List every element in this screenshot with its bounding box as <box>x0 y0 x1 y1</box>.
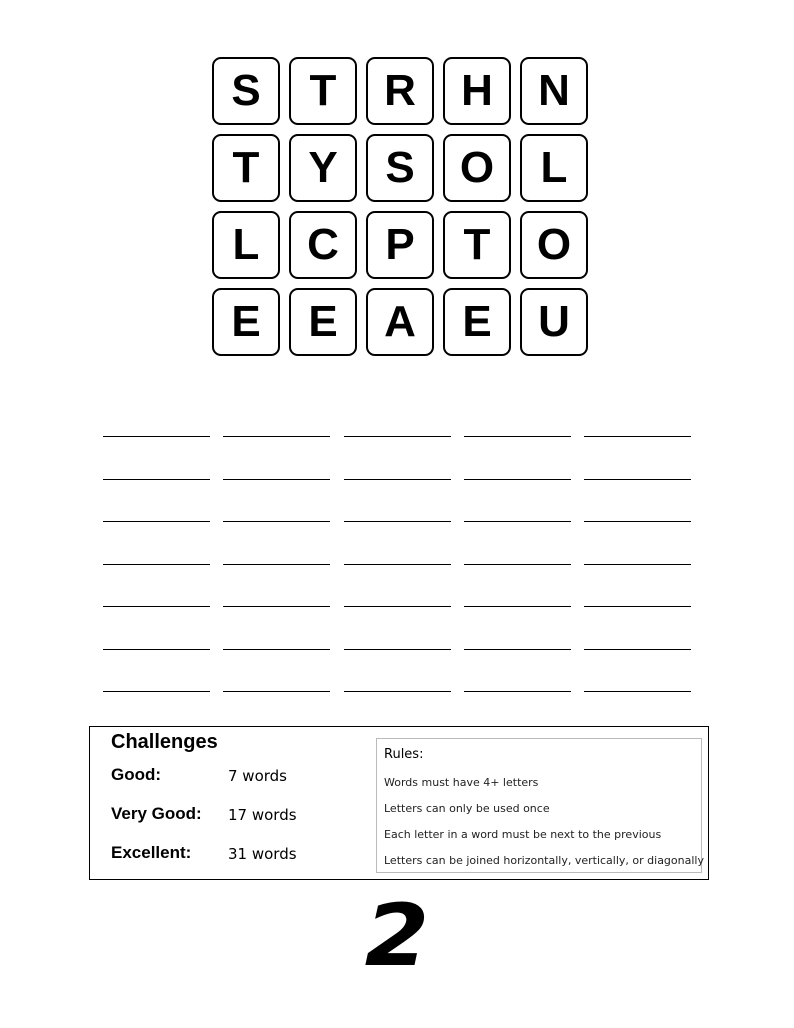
answer-blank[interactable] <box>464 691 571 692</box>
answer-blank[interactable] <box>223 521 330 522</box>
letter-grid <box>212 57 589 356</box>
answer-blank[interactable] <box>464 606 571 607</box>
challenge-excellent <box>111 843 297 863</box>
answer-blank[interactable] <box>223 691 330 692</box>
challenge-very-good <box>111 804 297 824</box>
letter-tile[interactable]: O <box>443 134 511 202</box>
answer-blank[interactable] <box>464 649 571 650</box>
answer-blank[interactable] <box>344 691 451 692</box>
challenge-value: 31 words <box>228 845 297 863</box>
letter-tile[interactable]: N <box>520 57 588 125</box>
answer-blank[interactable] <box>344 649 451 650</box>
letter-tile[interactable]: S <box>212 57 280 125</box>
answer-blank[interactable] <box>584 479 691 480</box>
answer-blank[interactable] <box>584 436 691 437</box>
letter-tile[interactable]: S <box>366 134 434 202</box>
answer-blank[interactable] <box>344 436 451 437</box>
rules-panel <box>376 738 702 873</box>
answer-blank[interactable] <box>584 606 691 607</box>
letter-tile[interactable]: A <box>366 288 434 356</box>
answer-blank[interactable] <box>584 521 691 522</box>
rule-item: Each letter in a word must be next to the previous <box>384 828 662 841</box>
answer-blank[interactable] <box>103 479 210 480</box>
answer-blank[interactable] <box>344 479 451 480</box>
answer-blank[interactable] <box>103 436 210 437</box>
letter-tile[interactable]: C <box>289 211 357 279</box>
challenge-value: 17 words <box>228 806 297 824</box>
rules-title: Rules: <box>384 747 424 762</box>
letter-tile[interactable]: T <box>443 211 511 279</box>
rule-item: Letters can only be used once <box>384 802 550 815</box>
letter-tile[interactable]: E <box>443 288 511 356</box>
letter-tile[interactable]: E <box>212 288 280 356</box>
answer-blank[interactable] <box>344 521 451 522</box>
challenges-title: Challenges <box>111 731 218 753</box>
answer-blank[interactable] <box>103 521 210 522</box>
challenge-label: Excellent: <box>111 843 192 862</box>
letter-tile[interactable]: L <box>212 211 280 279</box>
challenges-panel <box>89 726 709 880</box>
answer-blank[interactable] <box>103 691 210 692</box>
letter-tile[interactable]: L <box>520 134 588 202</box>
answer-blank[interactable] <box>223 649 330 650</box>
answer-blank[interactable] <box>223 436 330 437</box>
letter-tile[interactable]: O <box>520 211 588 279</box>
letter-tile[interactable]: P <box>366 211 434 279</box>
answer-blank[interactable] <box>103 649 210 650</box>
answer-lines <box>103 436 691 692</box>
page-number: 2 <box>364 886 430 986</box>
rule-item: Words must have 4+ letters <box>384 776 539 789</box>
answer-blank[interactable] <box>464 564 571 565</box>
challenge-label: Good: <box>111 765 162 784</box>
letter-tile[interactable]: T <box>289 57 357 125</box>
answer-blank[interactable] <box>464 521 571 522</box>
letter-tile[interactable]: U <box>520 288 588 356</box>
challenge-label: Very Good: <box>111 804 202 823</box>
answer-blank[interactable] <box>223 606 330 607</box>
letter-tile[interactable]: T <box>212 134 280 202</box>
answer-blank[interactable] <box>103 606 210 607</box>
letter-tile[interactable]: E <box>289 288 357 356</box>
answer-blank[interactable] <box>584 649 691 650</box>
challenge-good <box>111 765 287 785</box>
rule-item: Letters can be joined horizontally, vertically, or diagonally <box>384 854 704 867</box>
answer-blank[interactable] <box>223 479 330 480</box>
answer-blank[interactable] <box>344 564 451 565</box>
challenge-value: 7 words <box>228 767 287 785</box>
letter-tile[interactable]: Y <box>289 134 357 202</box>
letter-tile[interactable]: H <box>443 57 511 125</box>
answer-blank[interactable] <box>223 564 330 565</box>
letter-tile[interactable]: R <box>366 57 434 125</box>
answer-blank[interactable] <box>464 436 571 437</box>
answer-blank[interactable] <box>584 564 691 565</box>
answer-blank[interactable] <box>103 564 210 565</box>
answer-blank[interactable] <box>464 479 571 480</box>
answer-blank[interactable] <box>344 606 451 607</box>
answer-blank[interactable] <box>584 691 691 692</box>
